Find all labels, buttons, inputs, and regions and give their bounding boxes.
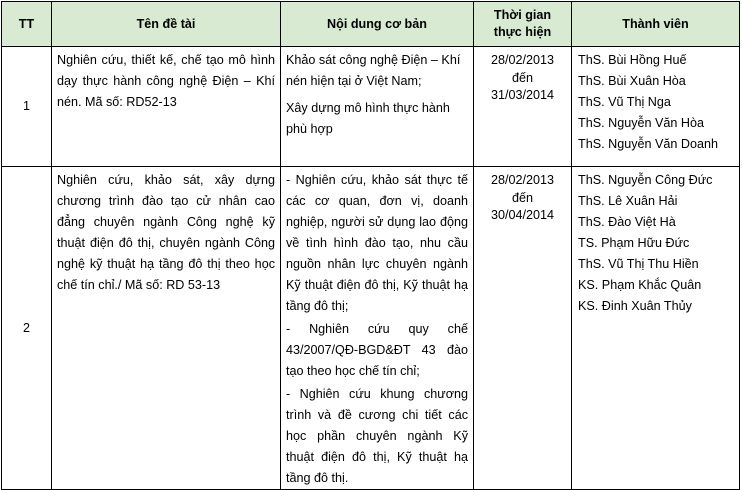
member: ThS. Vũ Thị Nga — [578, 95, 671, 109]
member: KS. Đinh Xuân Thủy — [578, 299, 692, 313]
member: ThS. Vũ Thị Thu Hiền — [578, 257, 699, 271]
member: ThS. Nguyễn Văn Doanh — [578, 137, 719, 151]
project-duration — [474, 167, 572, 490]
end-date: 30/04/2014 — [490, 208, 555, 222]
content-item: - Nghiên cứu khung chương trình và đề cương chi tiết các học phần chuyên ngành Kỹ thuật điện đô thị, Kỹ thuật hạ tầng đô thị. — [286, 387, 468, 485]
project-duration — [474, 47, 572, 167]
content-item: Khảo sát công nghệ Điện – Khí nén hiện tại ở Việt Nam; — [286, 53, 461, 88]
row-number: 2 — [2, 167, 52, 490]
header-row — [2, 2, 740, 47]
member: ThS. Nguyễn Văn Hòa — [578, 116, 705, 130]
table-row — [2, 167, 740, 490]
member: KS. Phạm Khắc Quân — [578, 278, 702, 292]
content-item: - Nghiên cứu quy chế 43/2007/QĐ-BGD&ĐT 43 đào tạo theo học chế tín chỉ; — [286, 322, 468, 378]
header-tt: TT — [2, 2, 52, 47]
project-members — [572, 167, 740, 490]
project-members — [572, 47, 740, 167]
project-name: Nghiên cứu, thiết kế, chế tạo mô hình dạy thực hành công nghệ Điện – Khí nén. Mã số: RD52-13 — [52, 47, 281, 167]
start-date: 28/02/2013 — [490, 173, 555, 187]
content-item: - Nghiên cứu, khảo sát thực tế các cơ quan, đơn vị, doanh nghiệp, người sử dụng lao động về tình hình đào tạo, nhu cầu nguồn nhân lực chuyên ngành Kỹ thuật điện đô thị, Kỹ thuật hạ tầng đô thị; — [286, 173, 468, 313]
header-content: Nội dung cơ bản — [281, 2, 474, 47]
member: ThS. Bùi Xuân Hòa — [578, 74, 686, 88]
header-duration-line2: thực hiện — [493, 25, 552, 39]
project-content — [281, 47, 474, 167]
to-label: đến — [511, 191, 533, 205]
member: ThS. Nguyễn Công Đức — [578, 173, 713, 187]
research-projects-table — [1, 1, 740, 490]
header-duration — [474, 2, 572, 47]
project-name: Nghiên cứu, khảo sát, xây dựng chương trình đào tạo cử nhân cao đẳng chuyên ngành Công nghệ kỹ thuật điện đô thị, chuyên ngành Công nghệ kỹ thuật hạ tầng đô thị theo học chế tín chỉ./ Mã số: RD 53-13 — [52, 167, 281, 490]
member: ThS. Bùi Hồng Huế — [578, 53, 687, 67]
row-number: 1 — [2, 47, 52, 167]
project-content — [281, 167, 474, 490]
header-project-name: Tên đề tài — [52, 2, 281, 47]
member: ThS. Lê Xuân Hải — [578, 194, 678, 208]
start-date: 28/02/2013 — [490, 53, 555, 67]
header-members: Thành viên — [572, 2, 740, 47]
to-label: đến — [511, 71, 533, 85]
table-row — [2, 47, 740, 167]
member: TS. Phạm Hữu Đức — [578, 236, 690, 250]
member: ThS. Đào Việt Hà — [578, 215, 676, 229]
header-duration-line1: Thời gian — [493, 8, 552, 22]
end-date: 31/03/2014 — [490, 88, 555, 102]
content-item: Xây dựng mô hình thực hành phù hợp — [286, 101, 450, 136]
